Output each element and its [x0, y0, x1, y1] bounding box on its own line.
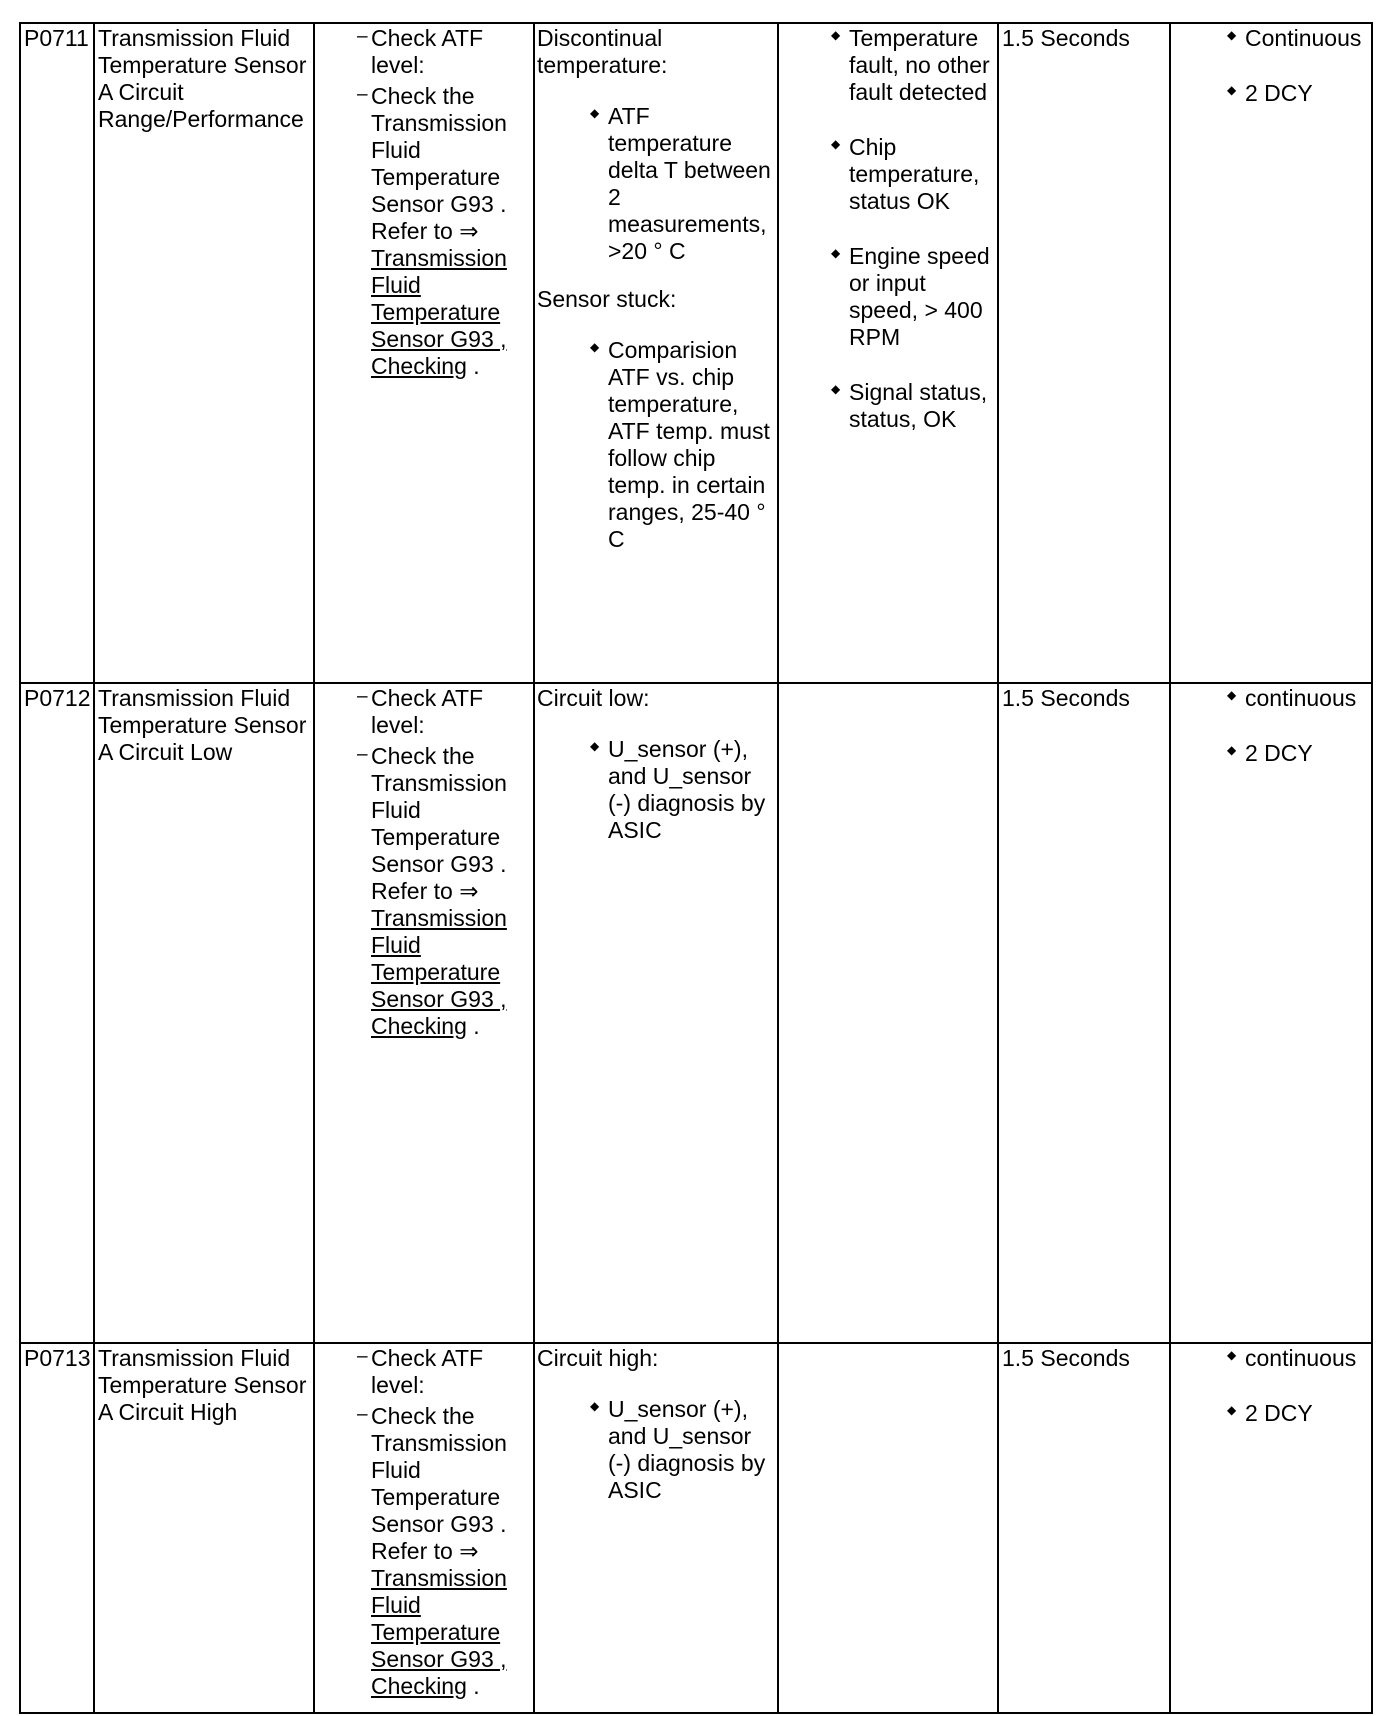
mil-item: ◆ 2 DCY — [1245, 1400, 1371, 1427]
dtc-code: P0713 — [20, 1343, 94, 1713]
table-row — [20, 1343, 1372, 1713]
criteria-list — [535, 1372, 777, 1524]
criteria-label: Circuit low: — [537, 685, 650, 711]
mil-list — [1171, 1344, 1371, 1427]
dtc-code: P0712 — [20, 683, 94, 1343]
check-atf-level: – Check ATF level: — [371, 25, 533, 79]
check-list — [315, 684, 533, 1040]
dtc-description: Transmission Fluid Temperature Sensor A Circuit High — [94, 1343, 314, 1713]
criteria-label: Circuit high: — [537, 1345, 659, 1371]
check-list — [315, 24, 533, 380]
criteria-list — [535, 712, 777, 864]
check-atf-level: – Check ATF level: — [371, 1345, 533, 1399]
check-atf-level: – Check ATF level: — [371, 685, 533, 739]
criteria-label: Discontinual temperature: — [537, 25, 668, 78]
criteria-item: ◆ ATF temperature delta T between 2 measurements, >20 ° C — [608, 103, 775, 265]
parameter-item: ◆ Engine speed or input speed, > 400 RPM — [849, 243, 993, 351]
table-body — [20, 23, 1372, 1713]
check-list — [315, 1344, 533, 1700]
sensor-check-link[interactable]: Transmission Fluid Temperature Sensor G93 , Checking — [371, 1565, 507, 1699]
check-sensor-text: Check the Transmission Fluid Temperature Sensor G93 . Refer to ⇒ — [371, 83, 507, 244]
secondary-parameters — [778, 683, 998, 1343]
parameter-list — [779, 24, 997, 433]
mil-illumination — [1170, 683, 1372, 1343]
mil-item: ◆ continuous — [1245, 685, 1371, 712]
secondary-parameters — [778, 23, 998, 683]
sensor-check-link[interactable]: Transmission Fluid Temperature Sensor G93 , Checking — [371, 245, 507, 379]
mil-illumination — [1170, 1343, 1372, 1713]
secondary-parameters — [778, 1343, 998, 1713]
criteria-list — [535, 313, 777, 573]
check-sensor-step — [371, 83, 533, 380]
mil-list — [1171, 684, 1371, 767]
sensor-check-link[interactable]: Transmission Fluid Temperature Sensor G93 , Checking — [371, 905, 507, 1039]
criteria-list — [535, 79, 777, 285]
check-sensor-step — [371, 1403, 533, 1700]
malfunction-criteria — [534, 23, 778, 683]
check-steps — [314, 1343, 534, 1713]
check-steps — [314, 683, 534, 1343]
check-sensor-step — [371, 743, 533, 1040]
dtc-description: Transmission Fluid Temperature Sensor A Circuit Range/Performance — [94, 23, 314, 683]
time-required: 1.5 Seconds — [998, 683, 1170, 1343]
check-sensor-text: Check the Transmission Fluid Temperature Sensor G93 . Refer to ⇒ — [371, 743, 507, 904]
time-required: 1.5 Seconds — [998, 1343, 1170, 1713]
criteria-item: ◆ U_sensor (+), and U_sensor (-) diagnosis by ASIC — [608, 1396, 775, 1504]
time-required: 1.5 Seconds — [998, 23, 1170, 683]
parameter-item: ◆ Signal status, status, OK — [849, 379, 993, 433]
mil-item: ◆ Continuous — [1245, 25, 1371, 52]
dtc-description: Transmission Fluid Temperature Sensor A Circuit Low — [94, 683, 314, 1343]
dtc-code: P0711 — [20, 23, 94, 683]
mil-item: ◆ 2 DCY — [1245, 80, 1371, 107]
check-sensor-suffix: . — [466, 1013, 480, 1039]
parameter-item: ◆ Chip temperature, status OK — [849, 134, 993, 215]
table-row — [20, 683, 1372, 1343]
mil-illumination — [1170, 23, 1372, 683]
dtc-table — [19, 22, 1373, 1714]
criteria-item: ◆ U_sensor (+), and U_sensor (-) diagnosis by ASIC — [608, 736, 775, 844]
check-sensor-suffix: . — [466, 353, 480, 379]
criteria-item: ◆ Comparision ATF vs. chip temperature, ATF temp. must follow chip temp. in certain ranges, 25-40 ° C — [608, 337, 775, 553]
table-row — [20, 23, 1372, 683]
parameter-item: ◆ Temperature fault, no other fault detected — [849, 25, 993, 106]
check-sensor-suffix: . — [466, 1673, 480, 1699]
mil-list — [1171, 24, 1371, 107]
mil-item: ◆ continuous — [1245, 1345, 1371, 1372]
malfunction-criteria — [534, 683, 778, 1343]
mil-item: ◆ 2 DCY — [1245, 740, 1371, 767]
check-sensor-text: Check the Transmission Fluid Temperature Sensor G93 . Refer to ⇒ — [371, 1403, 507, 1564]
check-steps — [314, 23, 534, 683]
criteria-label: Sensor stuck: — [537, 286, 677, 312]
malfunction-criteria — [534, 1343, 778, 1713]
